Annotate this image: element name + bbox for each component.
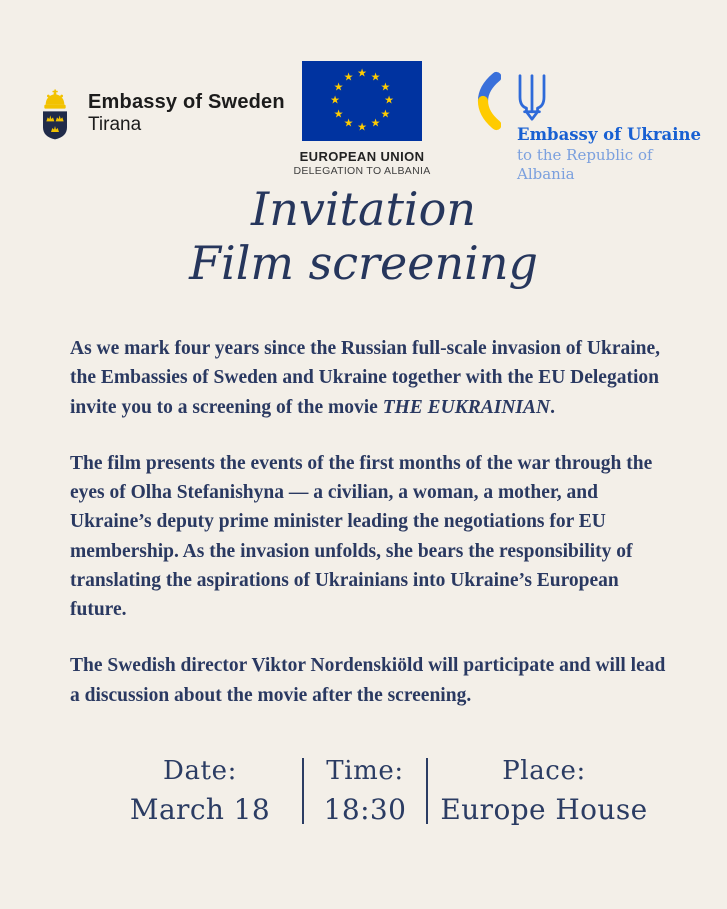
eu-star-icon: ★ [343, 70, 354, 83]
eu-star-icon: ★ [380, 80, 391, 93]
place-block [428, 756, 660, 826]
time-block [304, 756, 426, 826]
eu-star-icon: ★ [357, 67, 367, 80]
sweden-coat-of-arms-icon [35, 86, 75, 142]
time-label: Time: [326, 756, 404, 786]
eu-delegation: DELEGATION TO ALBANIA [293, 165, 431, 177]
invitation-body [70, 334, 672, 710]
paragraph-director: The Swedish director Viktor Nordenskiöld will participate and will lead a discussion about the movie after the screening. [70, 655, 666, 706]
title-line-film-screening: Film screening [189, 236, 538, 291]
paragraph-intro [70, 334, 672, 422]
title-line-invitation: Invitation [251, 182, 476, 236]
eu-star-icon: ★ [330, 94, 340, 107]
eu-star-icon: ★ [357, 121, 367, 134]
eu-star-icon: ★ [343, 117, 354, 130]
sweden-logo-group [35, 86, 285, 142]
ukraine-embassy-name: Embassy of Ukraine [517, 125, 701, 144]
ukraine-logo-group [477, 68, 709, 183]
ukraine-embassy-subtitle: to the Republic of Albania [517, 145, 653, 183]
place-value: Europe House [440, 793, 648, 826]
eu-star-icon: ★ [384, 94, 394, 107]
eu-star-icon: ★ [333, 107, 344, 120]
eu-star-icon: ★ [370, 70, 381, 83]
eu-flag-icon [302, 61, 422, 141]
date-value: March 18 [129, 793, 271, 826]
date-label: Date: [163, 756, 237, 786]
eu-star-icon: ★ [370, 117, 381, 130]
page-title [0, 182, 727, 291]
ukraine-crescent-icon [477, 70, 501, 132]
paragraph-film-description: The film presents the events of the first months of the war through the eyes of Olha Stefanishyna — a civilian, a woman, a mother, and Ukraine’s deputy prime minister leading the negotiations for EU membership. As the invasion unfolds, she bears the responsibility of translating the aspirations of Ukrainians into Ukraine’s European future. [70, 452, 653, 620]
eu-logo-group [282, 61, 442, 177]
paragraph-intro-period: . [550, 396, 555, 418]
date-block [98, 756, 302, 826]
time-value: 18:30 [323, 793, 407, 826]
eu-name: EUROPEAN UNION [299, 149, 425, 164]
sweden-embassy-name: Embassy of Sweden [88, 91, 285, 114]
ukraine-trident-icon [515, 73, 549, 121]
eu-star-icon: ★ [380, 107, 391, 120]
sweden-logo-text [88, 91, 285, 137]
ukraine-logo-text [517, 125, 709, 183]
movie-title: THE EUKRAINIAN [382, 396, 551, 418]
paragraph-intro-text: As we mark four years since the Russian full-scale invasion of Ukraine, the Embassies of Sweden and Ukraine together with the EU Delegation invite you to a screening of the movie [70, 338, 661, 418]
sweden-embassy-city: Tirana [88, 114, 142, 136]
eu-star-icon: ★ [333, 80, 344, 93]
place-label: Place: [502, 756, 586, 786]
event-details [98, 756, 660, 826]
